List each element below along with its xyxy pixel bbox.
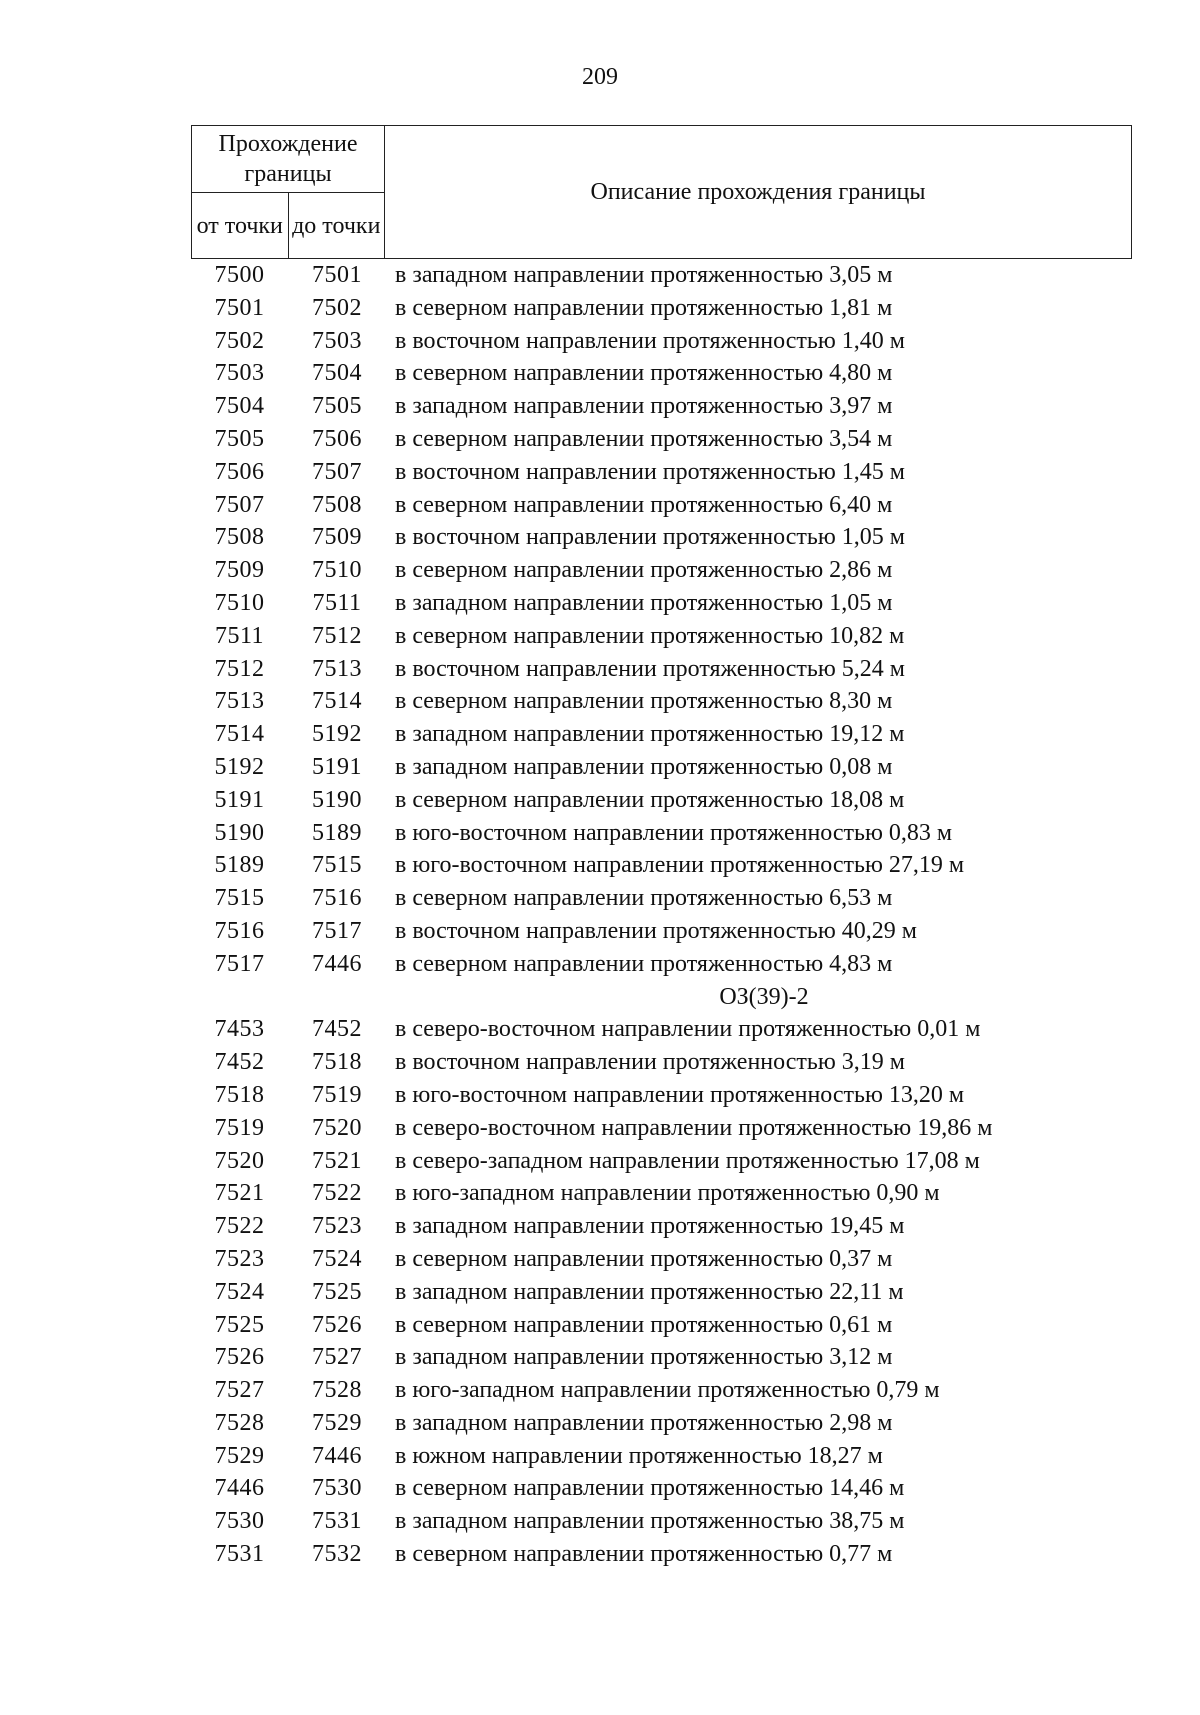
description-cell: в юго-восточном направлении протяженностью 0,83 м (395, 819, 953, 846)
table-row (191, 521, 1132, 554)
from-point-cell: 7519 (214, 1114, 265, 1141)
to-point-cell: 7505 (312, 393, 362, 420)
table-row (191, 1046, 1132, 1079)
from-point-cell: 7520 (214, 1147, 265, 1174)
from-point-cell: 7500 (214, 262, 265, 288)
to-point-cell: 7501 (312, 262, 362, 288)
table-row (191, 882, 1132, 915)
to-point-cell: 7515 (312, 852, 362, 879)
to-point-cell: 7502 (312, 294, 362, 321)
description-cell: в западном направлении протяженностью 19,12 м (395, 721, 905, 748)
description-cell: в северном направлении протяженностью 6,40 м (395, 491, 893, 518)
from-point-cell: 5192 (214, 753, 265, 780)
table-row (191, 751, 1132, 784)
to-point-cell: 7527 (312, 1344, 362, 1371)
table-row (191, 390, 1132, 423)
table-row (191, 325, 1132, 358)
table-row (191, 1276, 1132, 1309)
description-cell: в северном направлении протяженностью 0,37 м (395, 1245, 893, 1272)
to-point-cell: 7519 (312, 1081, 362, 1108)
to-point-cell: 7530 (312, 1475, 362, 1502)
table-row (191, 1309, 1132, 1342)
page-number: 209 (582, 64, 618, 90)
description-cell: в западном направлении протяженностью 3,05 м (395, 262, 893, 288)
from-point-cell: 7502 (214, 327, 265, 354)
to-point-cell: 7511 (312, 589, 362, 616)
to-point-cell: 7524 (312, 1245, 362, 1272)
table-row (191, 817, 1132, 850)
from-point-cell: 7512 (214, 655, 265, 682)
table-row (191, 1079, 1132, 1112)
description-cell: в юго-западном направлении протяженностью 0,79 м (395, 1377, 940, 1404)
description-cell: в восточном направлении протяженностью 40,29 м (395, 917, 917, 944)
from-point-cell: 5190 (214, 819, 265, 846)
description-cell: в северном направлении протяженностью 0,61 м (395, 1311, 893, 1338)
description-cell: в северном направлении протяженностью 14,46 м (395, 1475, 905, 1502)
description-cell: в северном направлении протяженностью 3,54 м (395, 425, 893, 452)
from-point-cell: 7503 (214, 360, 265, 387)
from-point-cell: 7521 (214, 1180, 265, 1207)
to-point-cell: 7513 (312, 655, 362, 682)
description-cell: в северном направлении протяженностью 10,82 м (395, 622, 905, 649)
table-row (191, 915, 1132, 948)
from-point-cell: 7514 (214, 721, 265, 748)
from-point-cell: 7508 (214, 524, 265, 551)
from-point-cell: 7452 (214, 1049, 265, 1076)
description-cell: в юго-западном направлении протяженностью 0,90 м (395, 1180, 940, 1207)
to-point-cell: 5191 (312, 753, 362, 780)
table-row (191, 718, 1132, 751)
description-cell: в западном направлении протяженностью 0,08 м (395, 753, 893, 780)
table-row (191, 1013, 1132, 1046)
description-cell: в западном направлении протяженностью 3,97 м (395, 393, 893, 420)
table-row (191, 423, 1132, 456)
description-cell: в северном направлении протяженностью 18,08 м (395, 786, 905, 813)
table-row (191, 259, 1132, 292)
to-point-cell: 7516 (312, 885, 362, 912)
to-point-cell: 7503 (312, 327, 362, 354)
section-2-rows (191, 1013, 1132, 1571)
description-cell: в западном направлении протяженностью 1,05 м (395, 589, 893, 616)
to-point-cell: 5192 (312, 721, 362, 748)
description-cell: в северном направлении протяженностью 6,53 м (395, 885, 893, 912)
from-point-cell: 7446 (214, 1475, 265, 1502)
to-point-cell: 7520 (312, 1114, 362, 1141)
description-cell: в северо-западном направлении протяженностью 17,08 м (395, 1147, 980, 1174)
table-row (191, 784, 1132, 817)
description-cell: в северном направлении протяженностью 0,77 м (395, 1541, 893, 1568)
from-point-cell: 5191 (214, 786, 265, 813)
from-point-cell: 7528 (214, 1409, 265, 1436)
description-cell: в северном направлении протяженностью 4,80 м (395, 360, 893, 387)
from-point-cell: 7525 (214, 1311, 265, 1338)
from-point-cell: 7524 (214, 1278, 265, 1305)
description-cell: в северном направлении протяженностью 1,81 м (395, 294, 893, 321)
table-row (191, 1112, 1132, 1145)
to-point-cell: 5189 (312, 819, 362, 846)
table-row (191, 1505, 1132, 1538)
from-point-cell: 7506 (214, 458, 265, 485)
table-row (191, 1243, 1132, 1276)
to-point-cell: 7523 (312, 1213, 362, 1240)
from-point-cell: 7501 (214, 294, 265, 321)
description-cell: в северном направлении протяженностью 8,30 м (395, 688, 893, 715)
from-point-cell: 7516 (214, 917, 265, 944)
header-from-point: от точки (192, 193, 289, 259)
from-point-cell: 7531 (214, 1541, 265, 1568)
description-cell: в западном направлении протяженностью 19,45 м (395, 1213, 905, 1240)
to-point-cell: 7526 (312, 1311, 362, 1338)
description-cell: в западном направлении протяженностью 2,98 м (395, 1409, 893, 1436)
table-row (191, 1374, 1132, 1407)
from-point-cell: 5189 (214, 852, 265, 879)
table-row (191, 357, 1132, 390)
to-point-cell: 7507 (312, 458, 362, 485)
table-row (191, 456, 1132, 489)
from-point-cell: 7527 (214, 1377, 265, 1404)
from-point-cell: 7515 (214, 885, 265, 912)
to-point-cell: 7446 (312, 1442, 362, 1469)
to-point-cell: 7525 (312, 1278, 362, 1305)
from-point-cell: 7529 (214, 1442, 265, 1469)
table-row (191, 948, 1132, 981)
from-point-cell: 7511 (214, 622, 265, 649)
to-point-cell: 7446 (312, 950, 362, 977)
table-row (191, 1538, 1132, 1571)
to-point-cell: 7522 (312, 1180, 362, 1207)
table-row (191, 587, 1132, 620)
to-point-cell: 7510 (312, 557, 362, 584)
table-row (191, 620, 1132, 653)
to-point-cell: 7506 (312, 425, 362, 452)
table-row (191, 849, 1132, 882)
description-cell: в восточном направлении протяженностью 1,45 м (395, 458, 905, 485)
table-row (191, 554, 1132, 587)
header-to-point: до точки (288, 193, 385, 259)
to-point-cell: 7452 (312, 1016, 362, 1043)
header-description: Описание прохождения границы (385, 126, 1132, 259)
table-header (191, 125, 1132, 259)
to-point-cell: 7529 (312, 1409, 362, 1436)
table-row (191, 1440, 1132, 1473)
table-row (191, 653, 1132, 686)
from-point-cell: 7518 (214, 1081, 265, 1108)
description-cell: в западном направлении протяженностью 22,11 м (395, 1278, 904, 1305)
from-point-cell: 7523 (214, 1245, 265, 1272)
description-cell: в южном направлении протяженностью 18,27 м (395, 1442, 883, 1469)
description-cell: в западном направлении протяженностью 3,12 м (395, 1344, 893, 1371)
to-point-cell: 7509 (312, 524, 362, 551)
table-row (191, 685, 1132, 718)
section-title: ОЗ(39)-2 (719, 983, 809, 1010)
to-point-cell: 7504 (312, 360, 362, 387)
from-point-cell: 7510 (214, 589, 265, 616)
from-point-cell: 7507 (214, 491, 265, 518)
description-cell: в юго-восточном направлении протяженностью 13,20 м (395, 1081, 965, 1108)
from-point-cell: 7526 (214, 1344, 265, 1371)
table-row (191, 1210, 1132, 1243)
header-group-title: Прохождение границы (192, 126, 385, 193)
description-cell: в восточном направлении протяженностью 3,19 м (395, 1049, 905, 1076)
table-row (191, 1407, 1132, 1440)
to-point-cell: 7521 (312, 1147, 362, 1174)
from-point-cell: 7513 (214, 688, 265, 715)
from-point-cell: 7505 (214, 425, 265, 452)
description-cell: в восточном направлении протяженностью 1,40 м (395, 327, 905, 354)
description-cell: в восточном направлении протяженностью 5,24 м (395, 655, 905, 682)
to-point-cell: 5190 (312, 786, 362, 813)
to-point-cell: 7512 (312, 622, 362, 649)
table-row (191, 489, 1132, 522)
description-cell: в северо-восточном направлении протяженностью 0,01 м (395, 1016, 981, 1043)
to-point-cell: 7528 (312, 1377, 362, 1404)
from-point-cell: 7509 (214, 557, 265, 584)
description-cell: в северном направлении протяженностью 2,86 м (395, 557, 893, 584)
table-body (191, 259, 1132, 1571)
table-row (191, 1341, 1132, 1374)
section-1-rows (191, 259, 1132, 981)
from-point-cell: 7522 (214, 1213, 265, 1240)
description-cell: в юго-восточном направлении протяженностью 27,19 м (395, 852, 965, 879)
to-point-cell: 7514 (312, 688, 362, 715)
from-point-cell: 7517 (214, 950, 265, 977)
to-point-cell: 7508 (312, 491, 362, 518)
description-cell: в северо-восточном направлении протяженностью 19,86 м (395, 1114, 993, 1141)
table-row (191, 1145, 1132, 1178)
table-row (191, 292, 1132, 325)
description-cell: в северном направлении протяженностью 4,83 м (395, 950, 893, 977)
description-cell: в восточном направлении протяженностью 1,05 м (395, 524, 905, 551)
description-cell: в западном направлении протяженностью 38,75 м (395, 1508, 905, 1535)
to-point-cell: 7531 (312, 1508, 362, 1535)
to-point-cell: 7518 (312, 1049, 362, 1076)
from-point-cell: 7504 (214, 393, 265, 420)
to-point-cell: 7517 (312, 917, 362, 944)
table-row (191, 1472, 1132, 1505)
from-point-cell: 7453 (214, 1016, 265, 1043)
table-row (191, 1177, 1132, 1210)
from-point-cell: 7530 (214, 1508, 265, 1535)
to-point-cell: 7532 (312, 1541, 362, 1568)
